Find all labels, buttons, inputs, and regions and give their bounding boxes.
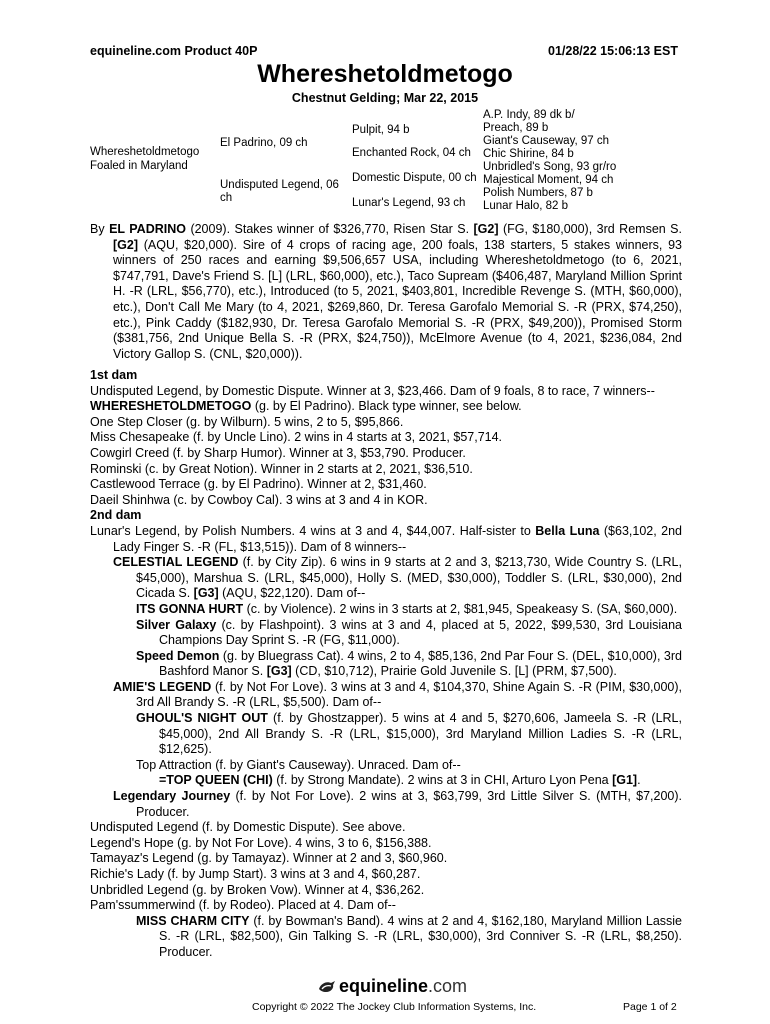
produce-text: (f. by Bowman's Band). 4 wins at 2 and 4, $162,180, Maryland Million Lassie S. -R (LRL, $82,500), Gin Talking S. -R (LRL, $30,000), 3rd Conniver S. -R (LRL, $8,250). Producer. xyxy=(159,913,682,959)
produce-text: (g. by Bluegrass Cat). 4 wins, 2 to 4, $85,136, 2nd Par Four S. (DEL, $10,000), 3rd Bashford Manor S. xyxy=(159,648,682,679)
produce-entry: Undisputed Legend (f. by Domestic Dispute). See above. xyxy=(90,820,406,835)
produce-entry: Richie's Lady (f. by Jump Start). 3 wins at 3 and 4, $60,287. xyxy=(90,867,421,881)
produce-entry: Daeil Shinhwa (c. by Cowboy Cal). 3 wins at 3 and 4 in KOR. xyxy=(90,492,428,507)
produce-entry xyxy=(136,602,682,618)
pedigree-sire-dam: Enchanted Rock, 04 ch xyxy=(352,147,471,159)
page-number: Page 1 of 2 xyxy=(623,1001,677,1013)
pedigree-sire-sire: Pulpit, 94 b xyxy=(352,124,410,136)
produce-entry xyxy=(90,399,682,415)
copyright: Copyright © 2022 The Jockey Club Information Systems, Inc. xyxy=(252,1001,537,1013)
produce-text: (f. by Ghostzapper). 5 wins at 4 and 5, $270,606, Jameela S. -R (LRL, $45,000), 2nd All Brandy S. -R (LRL, $15,000), 3rd Maryland Million Ladies S. -R (LRL, $12,625). xyxy=(159,711,682,757)
produce-text: (c. by Violence). 2 wins in 3 starts at 2, $81,945, Speakeasy S. (SA, $60,000). xyxy=(243,601,678,616)
grade-badge: [G3] xyxy=(193,586,219,601)
produce-entry xyxy=(136,711,682,758)
produce-text: (g. by El Padrino). Black type winner, see below. xyxy=(251,399,522,414)
pedigree-gen3-1: A.P. Indy, 89 dk b/ xyxy=(483,109,575,121)
equineline-logo xyxy=(318,976,467,997)
grade-badge: [G3] xyxy=(266,664,292,679)
horse-name: GHOUL'S NIGHT OUT xyxy=(136,711,268,726)
pedigree-dam-dam: Lunar's Legend, 93 ch xyxy=(352,197,466,209)
horse-name: AMIE'S LEGEND xyxy=(113,679,212,694)
second-dam-intro xyxy=(90,524,682,555)
pedigree-subject: Whereshetoldmetogo xyxy=(90,146,200,158)
report-datetime: 01/28/22 15:06:13 EST xyxy=(548,44,678,58)
produce-text: (f. by Strong Mandate). 2 wins at 3 in CHI, Arturo Lyon Pena xyxy=(272,773,613,788)
produce-text: (f. by City Zip). 6 wins in 9 starts at 2 and 3, $213,730, Wide Country S. (LRL, $45,000), Marshua S. (LRL, $45,000), Holly S. (MED, $30,000), Toddler S. (LRL, $30,000), 2nd Cicada S. xyxy=(136,555,682,601)
first-dam-intro: Undisputed Legend, by Domestic Dispute. Winner at 3, $23,466. Dam of 9 foals, 8 to race, 7 winners-- xyxy=(90,383,655,398)
pedigree-gen3-3: Giant's Causeway, 97 ch xyxy=(483,135,609,147)
horse-name: WHERESHETOLDMETOGO xyxy=(90,399,252,414)
sire-text-3: (AQU, $20,000). Sire of 4 crops of racing age, 200 foals, 138 starters, 5 stakes winners, 93 winners of 250 races and earning $9,506,657 USA, including Whereshetoldmetogo (to 6, 2021, $747,791, Dave's Friend S. [L] (LRL, $60,000), etc.), Taco Supream ($406,487, Maryland Million Sprint H. -R (LRL, $56,770), etc.), Introduced (to 5, 2021, $403,801, Incredible Revenge S. (MTH, $60,000), etc.), Don't Call Me Mary (to 4, 2021, $269,860, Dr. Teresa Garofalo Memorial S. -R (PRX, $74,250), etc.), Pink Caddy ($182,930, Dr. Teresa Garofalo Memorial S. -R (PRX, $49,200)), Promised Storm ($381,756, 2nd Unique Bella S. -R (PRX, $24,750)), McElmore Avenue (to 4, 2021, $236,084, 2nd Victory Gallop S. (CNL, $20,000)). xyxy=(113,237,682,361)
horse-name: Legendary Journey xyxy=(113,789,231,804)
produce-entry: Tamayaz's Legend (g. by Tamayaz). Winner at 2 and 3, $60,960. xyxy=(90,851,448,866)
produce-entry: Miss Chesapeake (f. by Uncle Lino). 2 wins in 4 starts at 3, 2021, $57,714. xyxy=(90,430,503,445)
produce-entry xyxy=(136,649,682,680)
produce-entry: Cowgirl Creed (f. by Sharp Humor). Winner at 3, $53,790. Producer. xyxy=(90,445,466,460)
second-dam-heading: 2nd dam xyxy=(90,508,142,523)
pedigree-gen3-5: Unbridled's Song, 93 gr/ro xyxy=(483,161,617,173)
produce-entry xyxy=(159,773,682,789)
produce-entry: Pam'ssummerwind (f. by Rodeo). Placed at 4. Dam of-- xyxy=(90,898,396,913)
product-label: equineline.com Product 40P xyxy=(90,44,258,58)
horse-name: CELESTIAL LEGEND xyxy=(113,555,239,570)
pedigree-gen3-7: Polish Numbers, 87 b xyxy=(483,187,593,199)
intro-text: Lunar's Legend, by Polish Numbers. 4 wins at 3 and 4, $44,007. Half-sister to xyxy=(90,523,536,538)
pedigree-foaled: Foaled in Maryland xyxy=(90,160,188,172)
produce-entry: Castlewood Terrace (g. by El Padrino). Winner at 2, $31,460. xyxy=(90,477,427,492)
produce-entry xyxy=(113,680,682,711)
produce-entry: Legend's Hope (g. by Not For Love). 4 wins, 3 to 6, $156,388. xyxy=(90,835,432,850)
grade-badge: [G2] xyxy=(473,222,499,236)
pedigree-sire: El Padrino, 09 ch xyxy=(220,137,308,149)
produce-entry xyxy=(113,789,682,820)
sire-text-2: (FG, $180,000), 3rd Remsen S. xyxy=(498,222,682,236)
logo-suffix: .com xyxy=(428,976,468,996)
horse-name: ITS GONNA HURT xyxy=(136,601,244,616)
produce-entry xyxy=(136,618,682,649)
pedigree-dam-sire: Domestic Dispute, 00 ch xyxy=(352,172,477,184)
sire-text-1: (2009). Stakes winner of $326,770, Risen Star S. xyxy=(185,222,474,236)
produce-entry: One Step Closer (g. by Wilburn). 5 wins, 2 to 5, $95,866. xyxy=(90,414,404,429)
horse-description: Chestnut Gelding; Mar 22, 2015 xyxy=(291,91,479,105)
sire-by: By xyxy=(90,222,110,236)
produce-entry xyxy=(136,758,682,774)
produce-entry: Unbridled Legend (g. by Broken Vow). Winner at 4, $36,262. xyxy=(90,882,425,897)
produce-text: (AQU, $22,120). Dam of-- xyxy=(218,586,366,601)
logo-text: equineline xyxy=(339,976,429,996)
grade-badge: [G2] xyxy=(113,237,138,252)
pedigree-gen3-2: Preach, 89 b xyxy=(483,122,549,134)
sire-name: EL PADRINO xyxy=(109,222,186,236)
horse-name: =TOP QUEEN (CHI) xyxy=(159,773,273,788)
horse-name: Silver Galaxy xyxy=(136,617,217,632)
first-dam-section xyxy=(90,368,682,961)
produce-text: (CD, $10,712), Prairie Gold Juvenile S. [L] (PRM, $7,500). xyxy=(291,664,617,679)
produce-entry: Rominski (c. by Great Notion). Winner in 2 starts at 2, 2021, $36,510. xyxy=(90,461,473,476)
pedigree-gen3-4: Chic Shirine, 84 b xyxy=(483,148,574,160)
produce-text: (c. by Flashpoint). 3 wins at 3 and 4, placed at 5, 2022, $99,530, 3rd Louisiana Champions Day Sprint S. -R (FG, $11,000). xyxy=(159,617,683,648)
sire-section xyxy=(90,222,682,362)
produce-text: (f. by Not For Love). 3 wins at 3 and 4, $104,370, Shine Again S. -R (PIM, $30,000), 3rd All Brandy S. -R (LRL, $5,500). Dam of-- xyxy=(136,679,683,710)
horse-name: Bella Luna xyxy=(535,523,600,538)
horse-name: MISS CHARM CITY xyxy=(136,913,250,928)
first-dam-heading: 1st dam xyxy=(90,368,138,382)
produce-text: . xyxy=(637,773,641,788)
produce-text: (f. by Not For Love). 2 wins at 3, $63,799, 3rd Little Silver S. (MTH, $7,200). Producer. xyxy=(136,789,682,819)
produce-entry xyxy=(113,555,682,602)
pedigree-gen3-8: Lunar Halo, 82 b xyxy=(483,200,569,212)
sire-paragraph xyxy=(90,222,682,362)
pedigree-gen3-6: Majestical Moment, 94 ch xyxy=(483,174,614,186)
horse-name: Speed Demon xyxy=(136,648,220,663)
intro-text: ($63,102, 2nd Lady Finger S. -R (FL, $13,515)). Dam of 8 winners-- xyxy=(113,523,682,554)
horse-name-title: Whereshetoldmetogo xyxy=(257,60,513,88)
grade-badge: [G1] xyxy=(612,773,638,788)
pedigree-dam: Undisputed Legend, 06 ch xyxy=(220,179,339,204)
horse-logo-icon xyxy=(318,980,336,994)
produce-entry xyxy=(136,914,682,961)
produce-text: Top Attraction (f. by Giant's Causeway). Unraced. Dam of-- xyxy=(136,757,461,772)
